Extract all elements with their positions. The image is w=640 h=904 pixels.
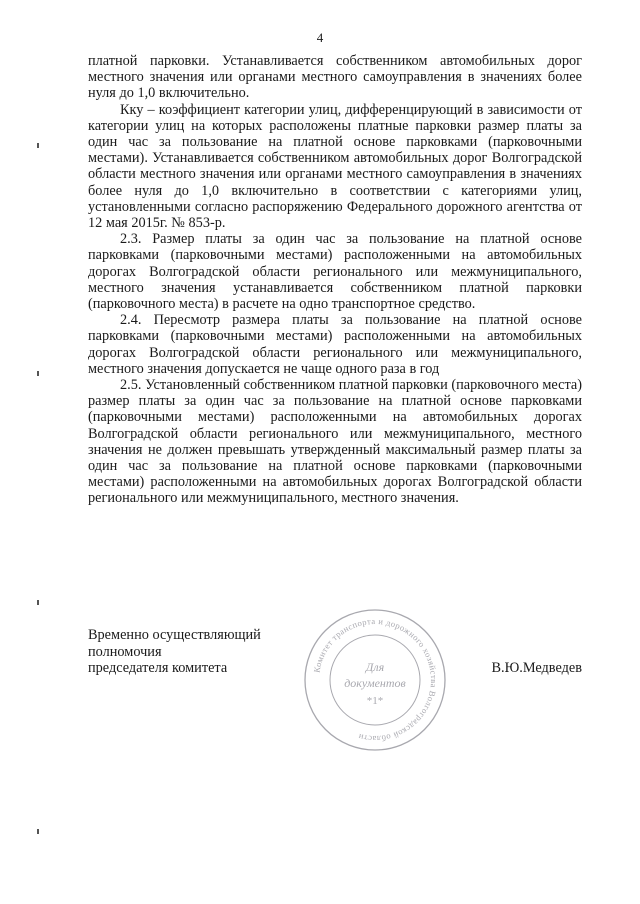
signer-title-line-2: полномочия: [88, 643, 162, 660]
paragraph-2-4: 2.4. Пересмотр размера платы за пользование на платной основе парковками (парковочными местами) расположенными на автомобильных дорогах Волгоградской области регионального или межмуниципального, местного значения допускается не чаще одного раза в год: [88, 312, 582, 377]
scan-speck: [37, 600, 39, 605]
scan-speck: [37, 829, 39, 834]
stamp-center-line-1: Для: [365, 660, 385, 674]
paragraph-kku-definition: Кку – коэффициент категории улиц, дифференцирующий в зависимости от категории улиц на которых расположены платные парковки размер платы за один час за пользование на платной основе парковками (парковочными местами). Устанавливается собственником автомобильных дорог Волгоградской области местного значения или органами местного самоуправления в значениях более нуля до 1,0 включительно в соответствии с категориями улиц, установленными согласно распоряжению Федерального дорожного агентства от 12 мая 2015г. № 853-р.: [88, 101, 582, 232]
document-body: [88, 53, 582, 507]
stamp-center-line-2: документов: [344, 676, 406, 690]
signer-title-line-1: Временно осуществляющий: [88, 627, 261, 643]
official-stamp: [298, 607, 452, 753]
paragraph-continuation: платной парковки. Устанавливается собственником автомобильных дорог местного значения или органами местного самоуправления в значениях более нуля до 1,0 включительно.: [88, 53, 582, 102]
paragraph-2-5: 2.5. Установленный собственником платной парковки (парковочного места) размер платы за один час за пользование на платной основе парковками (парковочными местами) расположенными на автомобильных дорогах Волгоградской области регионального или межмуниципального, местного значения не должен превышать утвержденный максимальный размер платы за один час за пользование на платной основе парковками (парковочными местами) расположенными на автомобильных дорогах Волгоградской области регионального или межмуниципального, местного значения.: [88, 377, 582, 507]
paragraph-2-3: 2.3. Размер платы за один час за пользование на платной основе парковками (парковочными местами) расположенными на автомобильных дорогах Волгоградской области регионального или межмуниципального, местного значения устанавливается собственником платной парковки (парковочного места) в расчете на одно транспортное средство.: [88, 231, 582, 313]
stamp-number: *1*: [366, 695, 384, 707]
signer-name: В.Ю.Медведев: [491, 660, 582, 676]
scan-speck: [37, 143, 39, 148]
page-number: 4: [316, 30, 324, 45]
stamp-ring-text: Комитет транспорта и дорожного хозяйства Волгоградской области: [311, 615, 440, 745]
signer-title-line-3: председателя комитета: [88, 660, 228, 676]
scan-speck: [37, 371, 39, 376]
